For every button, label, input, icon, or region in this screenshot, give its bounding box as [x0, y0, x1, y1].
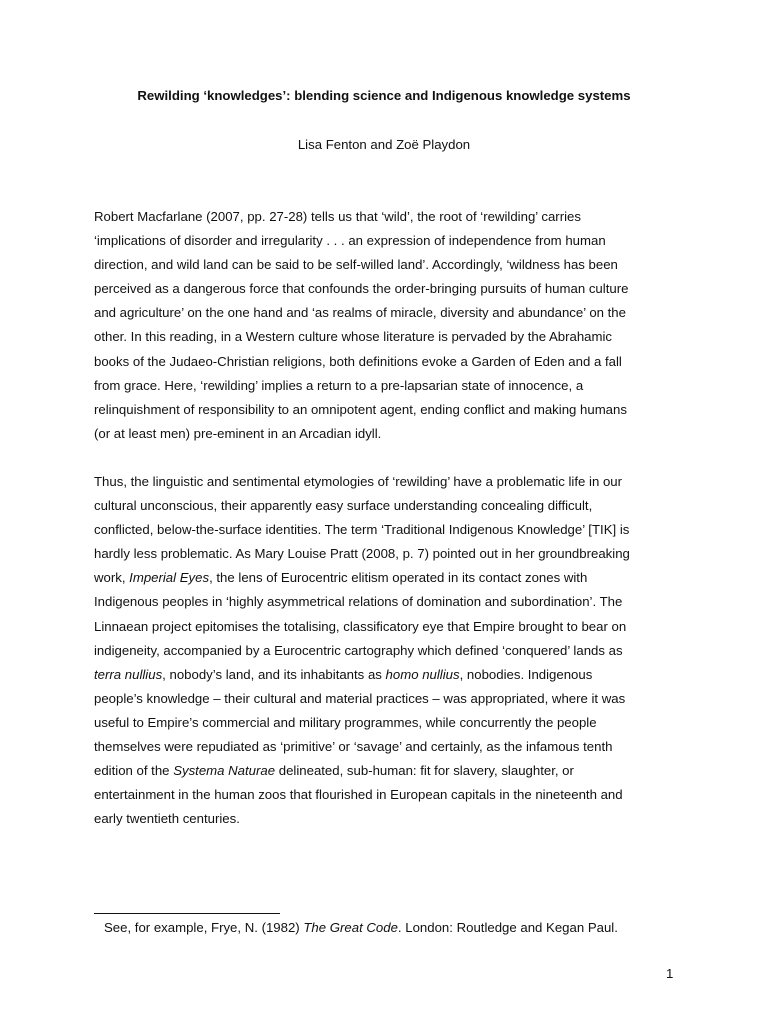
page-number: 1	[666, 966, 674, 981]
paragraph-line: indigeneity, accompanied by a Eurocentric cartography which defined ‘conquered’ lands as	[94, 642, 623, 658]
paragraph-line: conflicted, below-the-surface identities. The term ‘Traditional Indigenous Knowledge’ [TIK] is	[94, 522, 630, 538]
paragraph-line: from grace. Here, ‘rewilding’ implies a return to a pre-lapsarian state of innocence, a	[94, 377, 584, 393]
italic-book-title: Imperial Eyes	[129, 570, 210, 586]
paragraph-line: (or at least men) pre-eminent in an Arcadian idyll.	[94, 425, 382, 441]
paragraph-line: entertainment in the human zoos that flourished in European capitals in the nineteenth and	[94, 787, 623, 803]
paragraph-line	[94, 566, 674, 590]
paragraph-line: useful to Empire’s commercial and military programmes, while concurrently the people	[94, 714, 597, 730]
text-run: edition of the	[94, 763, 174, 779]
paragraph-line: early twentieth centuries.	[94, 811, 240, 827]
text-run: , nobody’s land, and its inhabitants as	[162, 666, 386, 682]
footnote	[104, 920, 618, 935]
paragraph-line: Thus, the linguistic and sentimental etymologies of ‘rewilding’ have a problematic life in our	[94, 474, 623, 489]
footnote-separator	[94, 913, 280, 914]
italic-term: homo nullius	[385, 666, 460, 682]
paragraph-line: cultural unconscious, their apparently easy surface understanding concealing difficult,	[94, 498, 593, 514]
paragraph-line: relinquishment of responsibility to an omnipotent agent, ending conflict and making humans	[94, 401, 627, 417]
paragraph-line: Robert Macfarlane (2007, pp. 27-28) tells us that ‘wild’, the root of ‘rewilding’ carries	[94, 209, 581, 224]
paragraph-line: Linnaean project epitomises the totalising, classificatory eye that Empire brought to bear on	[94, 618, 627, 634]
italic-book-title: The Great Code	[303, 920, 398, 935]
paragraph-line: Indigenous peoples in ‘highly asymmetrical relations of domination and subordination’. The	[94, 594, 623, 610]
paragraph-line: direction, and wild land can be said to be self-willed land’. Accordingly, ‘wildness has been	[94, 257, 618, 273]
paragraph-line	[94, 759, 674, 783]
paragraph-line: people’s knowledge – their cultural and material practices – was appropriated, where it was	[94, 690, 626, 706]
paragraph-line: perceived as a dangerous force that confounds the order-bringing pursuits of human culture	[94, 281, 629, 297]
paragraph-line: themselves were repudiated as ‘primitive’ or ‘savage’ and certainly, as the infamous tenth	[94, 739, 613, 755]
italic-term: terra nullius	[94, 666, 163, 682]
paragraph-line: ‘implications of disorder and irregularity . . . an expression of independence from human	[94, 233, 606, 249]
paragraph-2	[94, 470, 674, 831]
text-run: See, for example, Frye, N. (1982)	[104, 920, 304, 935]
text-run: , nobodies. Indigenous	[459, 666, 593, 682]
italic-book-title: Systema Naturae	[173, 763, 276, 779]
paragraph-line: other. In this reading, in a Western culture whose literature is pervaded by the Abrahamic	[94, 329, 613, 345]
text-run: work,	[94, 570, 130, 586]
paragraph-line: books of the Judaeo-Christian religions, both definitions evoke a Garden of Eden and a fall	[94, 353, 622, 369]
text-run: delineated, sub-human: fit for slavery, slaughter, or	[275, 763, 574, 779]
paragraph-line: hardly less problematic. As Mary Louise Pratt (2008, p. 7) pointed out in her groundbreaking	[94, 546, 630, 562]
document-authors: Lisa Fenton and Zoë Playdon	[297, 137, 471, 152]
text-run: . London: Routledge and Kegan Paul.	[397, 920, 618, 935]
paragraph-line: and agriculture’ on the one hand and ‘as realms of miracle, diversity and abundance’ on the	[94, 305, 626, 321]
text-run: , the lens of Eurocentric elitism operated in its contact zones with	[209, 570, 588, 586]
document-title: Rewilding ‘knowledges’: blending science and Indigenous knowledge systems	[137, 88, 631, 103]
paragraph-1	[94, 205, 674, 446]
paragraph-line	[94, 663, 674, 687]
